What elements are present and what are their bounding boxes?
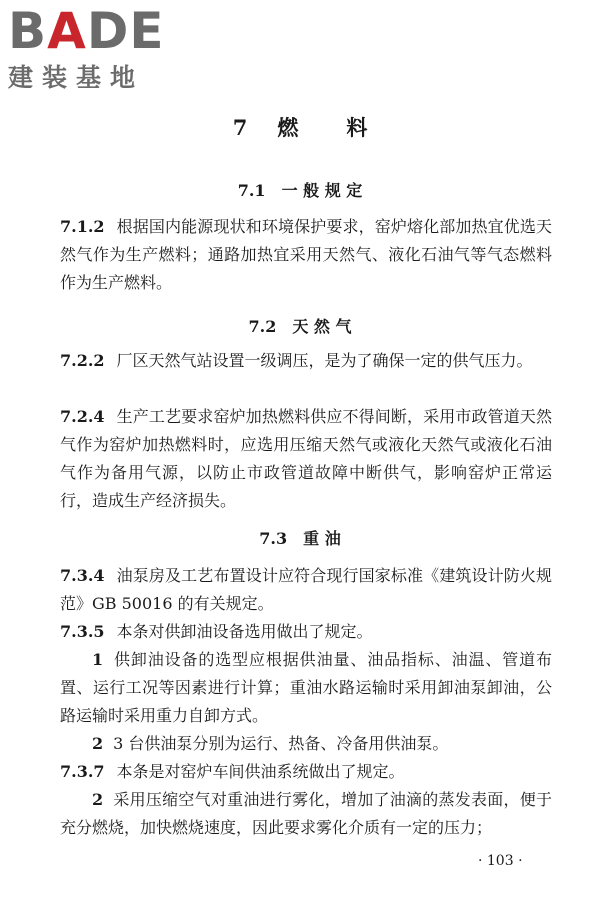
section-number: 7.1: [237, 181, 266, 200]
item-number: 2: [92, 734, 104, 753]
section-heading-7-3: [0, 526, 600, 549]
clause-7-3-5-item-1: [60, 646, 552, 730]
item-text: 供卸油设备的选型应根据供油量、油品指标、油温、管道布置、运行工况等因素进行计算；重油水路运输时采用卸油泵卸油，公路运输时采用重力自卸方式。: [60, 650, 552, 725]
logo-brand: BADE: [8, 2, 165, 60]
clause-7-3-7-item-2: [60, 786, 552, 842]
item-text: 3 台供油泵分别为运行、热备、冷备用供油泵。: [113, 734, 449, 753]
item-text: 采用压缩空气对重油进行雾化，增加了油滴的蒸发表面，便于充分燃烧，加快燃烧速度，因此要求雾化介质有一定的压力；: [60, 790, 552, 837]
section-heading-7-1: [0, 178, 600, 201]
clause-text: 厂区天然气站设置一级调压，是为了确保一定的供气压力。: [116, 351, 533, 370]
clause-number: 7.1.2: [60, 217, 105, 236]
clause-number: 7.3.5: [60, 622, 105, 641]
bade-logo: [8, 2, 178, 94]
clause-7-3-5-item-2: [60, 730, 552, 758]
chapter-number: 7: [232, 115, 248, 140]
clause-text: 根据国内能源现状和环境保护要求，窑炉熔化部加热宜优选天然气作为生产燃料；通路加热宜采用天然气、液化石油气等气态燃料作为生产燃料。: [60, 217, 552, 292]
item-number: 1: [92, 650, 104, 669]
chapter-title-part-2: 料: [346, 115, 368, 140]
clause-7-3-7: [60, 758, 552, 786]
section-number: 7.3: [259, 529, 288, 548]
section-number: 7.2: [248, 317, 277, 336]
clause-number: 7.2.4: [60, 407, 105, 426]
clause-7-2-2: [60, 347, 552, 375]
section-title: 天 然 气: [292, 317, 352, 336]
clause-number: 7.3.4: [60, 566, 105, 585]
clause-7-2-4: [60, 403, 552, 515]
clause-7-3-5: [60, 618, 552, 646]
clause-number: 7.2.2: [60, 351, 105, 370]
clause-7-1-2: [60, 213, 552, 297]
clause-text: 油泵房及工艺布置设计应符合现行国家标准《建筑设计防火规范》GB 50016 的有关规定。: [60, 566, 552, 613]
chapter-heading: [0, 112, 600, 142]
chapter-title-part-1: 燃: [277, 115, 299, 140]
clause-text: 生产工艺要求窑炉加热燃料供应不得间断，采用市政管道天然气作为窑炉加热燃料时，应选用压缩天然气或液化天然气或液化石油气作为备用气源，以防止市政管道故障中断供气，影响窑炉正常运行，造成生产经济损失。: [60, 407, 552, 510]
clause-7-3-4: [60, 562, 552, 618]
clause-text: 本条是对窑炉车间供油系统做出了规定。: [116, 762, 405, 781]
section-title: 重 油: [303, 529, 341, 548]
item-number: 2: [92, 790, 104, 809]
clause-text: 本条对供卸油设备选用做出了规定。: [116, 622, 373, 641]
page-number: · 103 ·: [478, 853, 523, 869]
clause-number: 7.3.7: [60, 762, 105, 781]
section-title: 一 般 规 定: [281, 181, 363, 200]
logo-subtitle: 建装基地: [8, 63, 145, 92]
section-heading-7-2: [0, 314, 600, 337]
